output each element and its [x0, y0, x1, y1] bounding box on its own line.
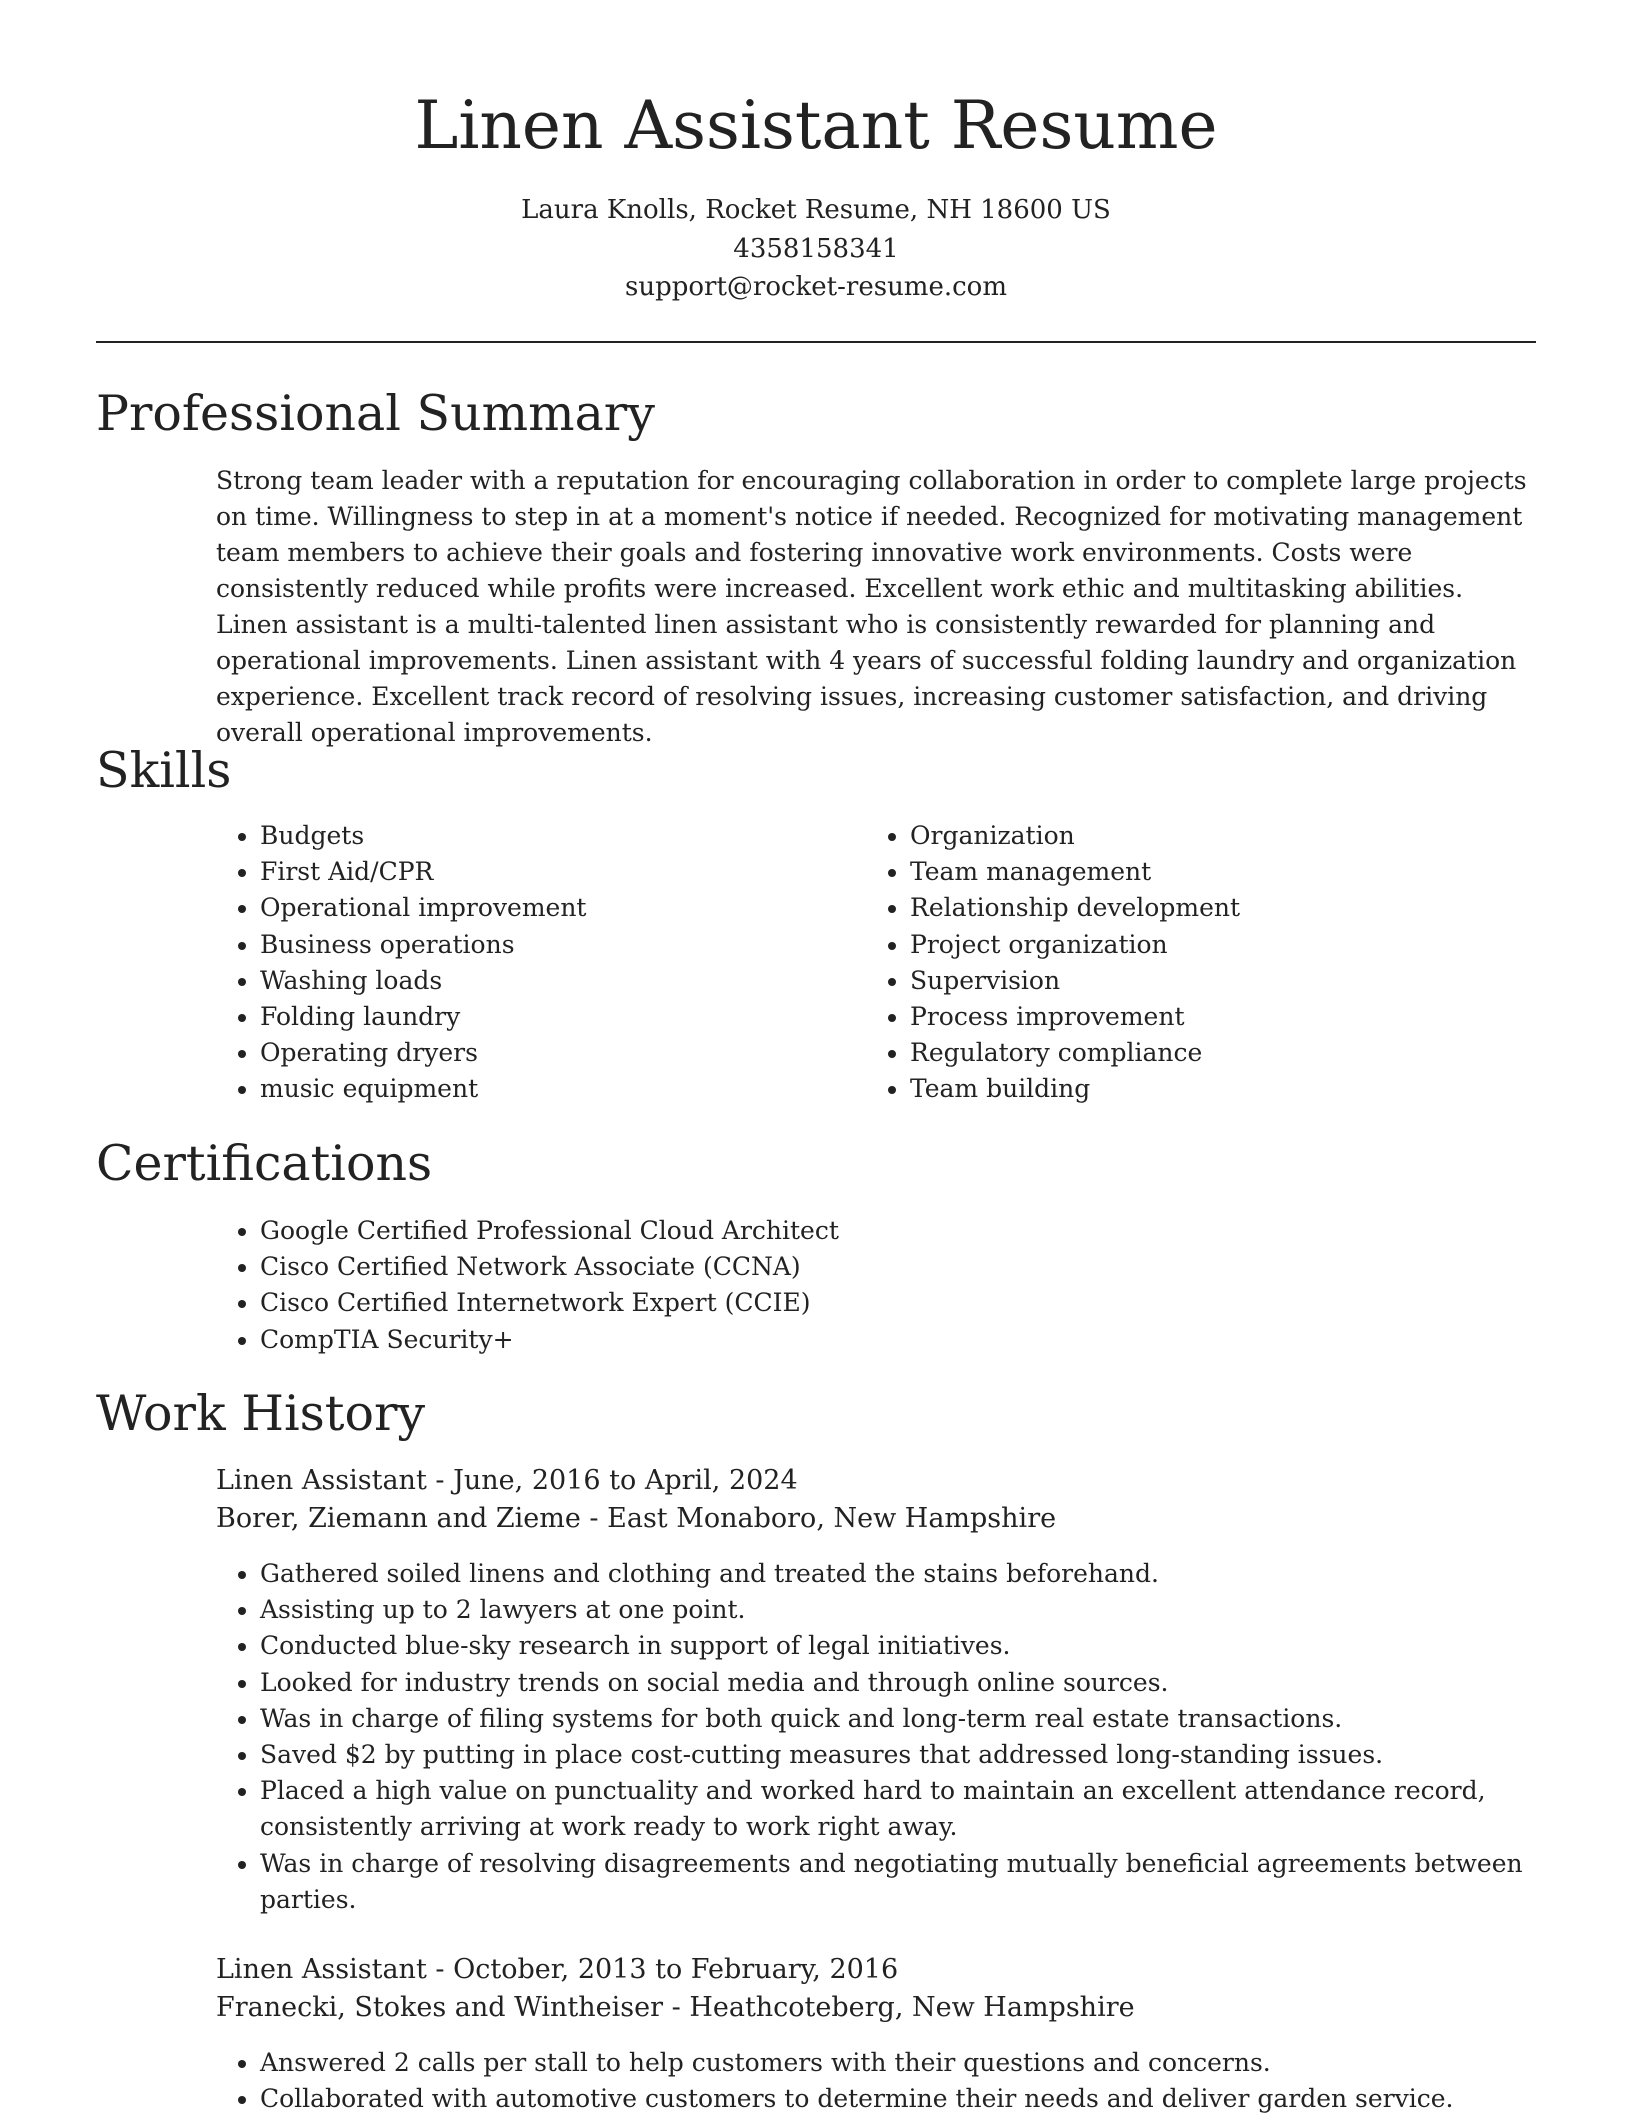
- skill-item: • Regulatory compliance: [910, 1035, 1510, 1071]
- skill-item: • Supervision: [910, 963, 1510, 999]
- job-company-line: [216, 1989, 1135, 2027]
- skill-item: • Operational improvement: [260, 890, 860, 926]
- job-title: Linen Assistant: [216, 1465, 427, 1496]
- job-duty-item: • Assisting up to 2 lawyers at one point.: [260, 1592, 1580, 1628]
- job-duty-item: • Saved $2 by putting in place cost-cutting measures that addressed long-standing issues.: [260, 1737, 1580, 1773]
- job-duty-item: • Was in charge of resolving disagreements and negotiating mutually beneficial agreements between parties.: [260, 1846, 1580, 1918]
- job-title-line: [216, 1462, 798, 1500]
- job-duty-item: • Gathered soiled linens and clothing and treated the stains beforehand.: [260, 1556, 1580, 1592]
- job-duty-item: • Conducted blue-sky research in support of legal initiatives.: [260, 1628, 1580, 1664]
- job-dates: - October, 2013 to February, 2016: [426, 1954, 899, 1985]
- job-location: - Heathcoteberg, New Hampshire: [663, 1992, 1135, 2023]
- certification-item: • Cisco Certified Network Associate (CCNA): [260, 1249, 1460, 1285]
- work-history-heading: Work History: [96, 1385, 426, 1442]
- skills-heading: Skills: [96, 742, 232, 799]
- certification-item: • Cisco Certified Internetwork Expert (CCIE): [260, 1285, 1460, 1321]
- skill-item: • Operating dryers: [260, 1035, 860, 1071]
- certifications-heading: Certifications: [96, 1135, 433, 1192]
- job-duty-item: • Looked for industry trends on social media and through online sources.: [260, 1665, 1580, 1701]
- job-duty-item: • Collaborated with automotive customers to determine their needs and deliver garden service.: [260, 2081, 1580, 2117]
- skills-list-left: [216, 818, 860, 1108]
- skill-item: • music equipment: [260, 1071, 860, 1107]
- job-duties-list: [216, 2045, 1580, 2117]
- job-duty-item: • Was in charge of filing systems for both quick and long-term real estate transactions.: [260, 1701, 1580, 1737]
- job-title-line: [216, 1951, 898, 1989]
- skill-item: • Relationship development: [910, 890, 1510, 926]
- skill-item: • Budgets: [260, 818, 860, 854]
- skill-item: • Washing loads: [260, 963, 860, 999]
- skill-item: • First Aid/CPR: [260, 854, 860, 890]
- job-title: Linen Assistant: [216, 1954, 427, 1985]
- summary-text: Strong team leader with a reputation for encouraging collaboration in order to complete large projects on time. Willingness to step in at a moment's notice if needed. Recognized for motivating management team members to achieve their goals and fostering innovative work environments. Costs were consistently reduced while profits were increased. Excellent work ethic and multitasking abilities. Linen assistant is a multi-talented linen assistant who is consistently rewarded for planning and operational improvements. Linen assistant with 4 years of successful folding laundry and organization experience. Excellent track record of resolving issues, increasing customer satisfaction, and driving overall operational improvements.: [216, 466, 1527, 747]
- job-company-line: [216, 1500, 1056, 1538]
- skill-item: • Process improvement: [910, 999, 1510, 1035]
- skill-item: • Business operations: [260, 927, 860, 963]
- certifications-list: [216, 1213, 1460, 1358]
- contact-address: Laura Knolls, Rocket Resume, NH 18600 US: [521, 195, 1111, 225]
- summary-heading: Professional Summary: [96, 385, 655, 442]
- job-company: Franecki, Stokes and Wintheiser: [216, 1992, 664, 2023]
- skill-item: • Team management: [910, 854, 1510, 890]
- job-location: - East Monaboro, New Hampshire: [580, 1503, 1057, 1534]
- skill-item: • Organization: [910, 818, 1510, 854]
- job-duty-item: • Placed a high value on punctuality and worked hard to maintain an excellent attendance record, consistently arriving at work ready to work right away.: [260, 1773, 1580, 1845]
- resume-title: Linen Assistant Resume: [414, 87, 1218, 164]
- certification-item: • CompTIA Security+: [260, 1322, 1460, 1358]
- certification-item: • Google Certified Professional Cloud Architect: [260, 1213, 1460, 1249]
- contact-phone: 4358158341: [733, 234, 899, 264]
- skill-item: • Folding laundry: [260, 999, 860, 1035]
- job-duty-item: • Answered 2 calls per stall to help customers with their questions and concerns.: [260, 2045, 1580, 2081]
- header-divider: [96, 341, 1536, 343]
- contact-email: support@rocket-resume.com: [624, 272, 1007, 302]
- skill-item: • Project organization: [910, 927, 1510, 963]
- skill-item: • Team building: [910, 1071, 1510, 1107]
- job-dates: - June, 2016 to April, 2024: [426, 1465, 798, 1496]
- job-company: Borer, Ziemann and Zieme: [216, 1503, 581, 1534]
- skills-list-right: [866, 818, 1510, 1108]
- job-duties-list: [216, 1556, 1580, 1918]
